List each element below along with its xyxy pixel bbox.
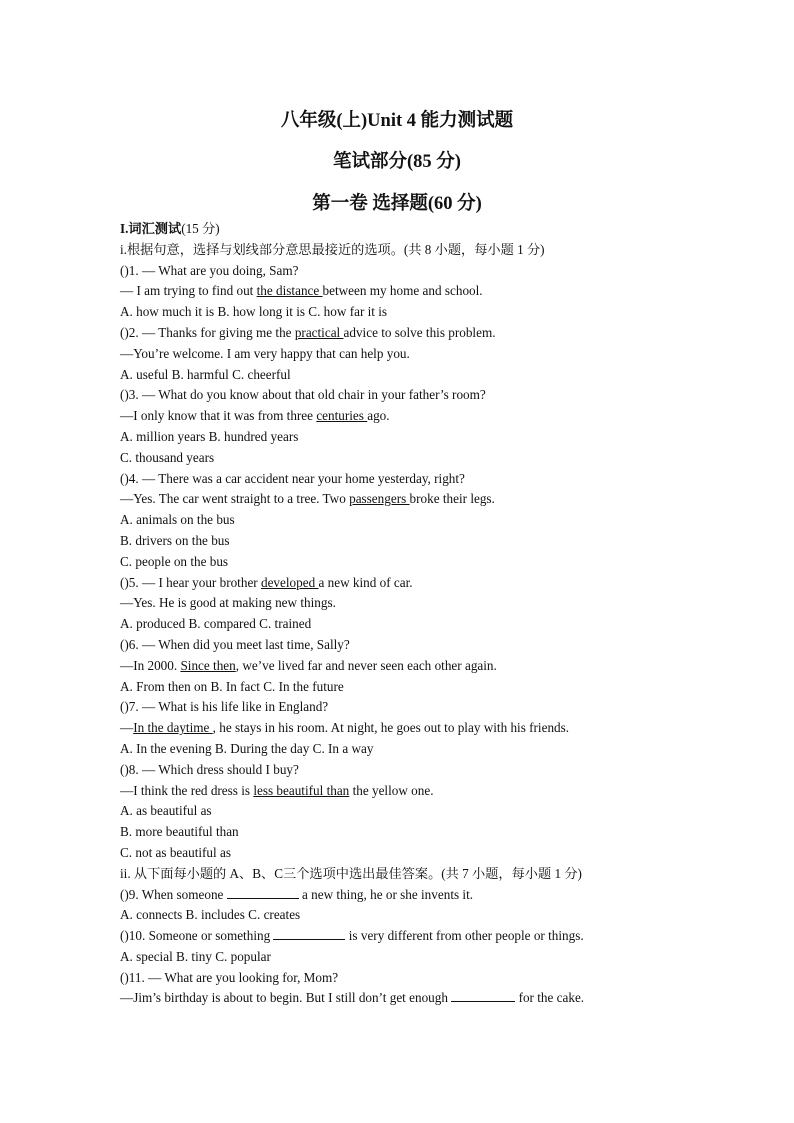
- question-9-text: ()9. When someone: [120, 886, 227, 902]
- answer-8-text: —I think the red dress is: [120, 782, 254, 798]
- question-4: ()4. — There was a car accident near your home yesterday, right?: [120, 470, 465, 486]
- answer-7-dash: —: [120, 720, 134, 736]
- options-3-line2: C. thousand years: [120, 449, 215, 465]
- section-heading: [120, 219, 720, 240]
- underlined-phrase-2: practical: [294, 324, 344, 340]
- answer-blank-11[interactable]: [451, 989, 515, 1002]
- answer-8-text-end: the yellow one.: [349, 782, 434, 798]
- question-5-text-end: a new kind of car.: [318, 574, 413, 590]
- question-10: [120, 926, 720, 947]
- underlined-phrase-1: the distance: [256, 283, 323, 299]
- answer-5: —Yes. He is good at making new things.: [120, 595, 336, 611]
- answer-4-text-end: broke their legs.: [409, 491, 495, 507]
- option-4c: C. people on the bus: [120, 553, 229, 569]
- options-3-line1: A. million years B. hundred years: [120, 428, 299, 444]
- options-10: A. special B. tiny C. popular: [120, 948, 271, 964]
- document-title: 八年级(上)Unit 4 能力测试题: [280, 111, 514, 131]
- underlined-phrase-3: centuries: [316, 408, 368, 424]
- answer-11-text: —Jim’s birthday is about to begin. But I still don’t get enough: [120, 990, 452, 1006]
- option-4b: B. drivers on the bus: [120, 532, 230, 548]
- question-9-text-end: a new thing, he or she invents it.: [298, 886, 474, 902]
- section-score: (15 分): [181, 221, 220, 236]
- options-2: A. useful B. harmful C. cheerful: [120, 366, 291, 382]
- question-5: [120, 573, 720, 594]
- answer-7-text-end: , he stays in his room. At night, he goes out to play with his friends.: [212, 720, 570, 736]
- section-label: I.词汇测试: [120, 221, 182, 236]
- options-7: A. In the evening B. During the day C. In a way: [120, 740, 374, 756]
- question-9: [120, 885, 720, 906]
- answer-3: [120, 406, 720, 427]
- underlined-phrase-4: passengers: [349, 491, 410, 507]
- answer-4-text: —Yes. The car went straight to a tree. Two: [120, 491, 350, 507]
- question-1: ()1. — What are you doing, Sam?: [120, 262, 299, 278]
- options-5: A. produced B. compared C. trained: [120, 616, 312, 632]
- question-8: ()8. — Which dress should I buy?: [120, 761, 299, 777]
- question-2: [120, 323, 720, 344]
- underlined-phrase-5: developed: [260, 574, 319, 590]
- answer-blank-10[interactable]: [273, 927, 345, 940]
- options-9: A. connects B. includes C. creates: [120, 907, 301, 923]
- answer-1: [120, 281, 720, 302]
- instruction-ii: ii. 从下面每小题的 A、B、C三个选项中选出最佳答案。(共 7 小题，每小题 1 分): [120, 865, 582, 881]
- answer-4: [120, 489, 720, 510]
- option-8a: A. as beautiful as: [120, 803, 212, 819]
- options-6: A. From then on B. In fact C. In the future: [120, 678, 344, 694]
- option-8b: B. more beautiful than: [120, 824, 239, 840]
- instruction-i: i.根据句意，选择与划线部分意思最接近的选项。(共 8 小题，每小题 1 分): [120, 241, 545, 257]
- answer-11: [120, 988, 720, 1009]
- question-body: [120, 219, 720, 1009]
- answer-6: [120, 656, 720, 677]
- answer-11-text-end: for the cake.: [515, 990, 585, 1006]
- options-1: A. how much it is B. how long it is C. how far it is: [120, 304, 388, 320]
- answer-1-text-end: between my home and school.: [322, 283, 483, 299]
- question-11: ()11. — What are you looking for, Mom?: [120, 969, 339, 985]
- volume-title: 第一卷 选择题(60 分): [312, 194, 482, 214]
- answer-blank-9[interactable]: [227, 886, 299, 899]
- question-5-text: ()5. — I hear your brother: [120, 574, 261, 590]
- option-8c: C. not as beautiful as: [120, 844, 231, 860]
- question-2-text-end: advice to solve this problem.: [343, 324, 496, 340]
- question-10-text: ()10. Someone or something: [120, 928, 274, 944]
- answer-3-text: —I only know that it was from three: [120, 408, 317, 424]
- answer-3-text-end: ago.: [367, 408, 390, 424]
- answer-7: [120, 718, 720, 739]
- answer-6-text-end: , we’ve lived far and never seen each other again.: [235, 657, 497, 673]
- option-4a: A. animals on the bus: [120, 512, 235, 528]
- answer-8: [120, 781, 720, 802]
- answer-6-text: —In 2000.: [120, 657, 181, 673]
- question-10-text-end: is very different from other people or things.: [345, 928, 584, 944]
- underlined-phrase-7: In the daytime: [133, 720, 213, 736]
- part-title: 笔试部分(85 分): [333, 152, 461, 172]
- answer-2: —You’re welcome. I am very happy that can help you.: [120, 345, 410, 361]
- underlined-phrase-8: less beautiful than: [253, 782, 350, 798]
- answer-1-text: — I am trying to find out: [120, 283, 257, 299]
- question-2-text: ()2. — Thanks for giving me the: [120, 324, 295, 340]
- question-3: ()3. — What do you know about that old chair in your father’s room?: [120, 387, 486, 403]
- underlined-phrase-6: Since then: [180, 657, 236, 673]
- question-6: ()6. — When did you meet last time, Sally?: [120, 636, 350, 652]
- question-7: ()7. — What is his life like in England?: [120, 699, 329, 715]
